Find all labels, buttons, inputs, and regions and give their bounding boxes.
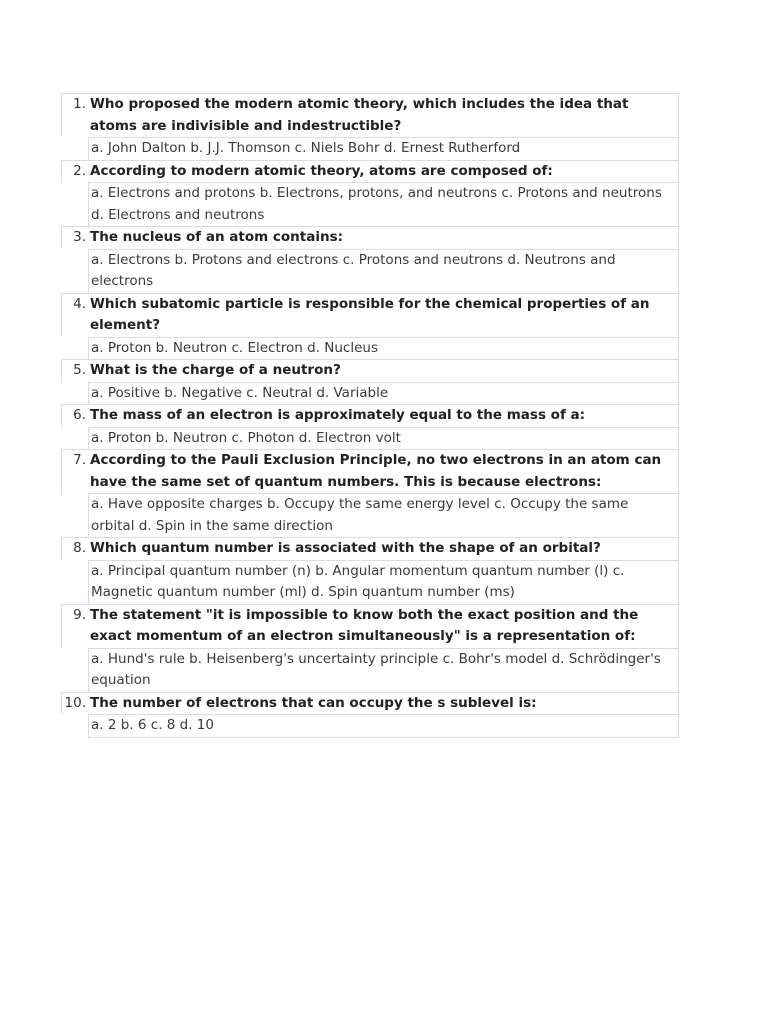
answer-spacer — [61, 714, 88, 738]
question-number: 1. — [61, 93, 88, 137]
answer-options-row — [61, 182, 679, 226]
answer-spacer — [61, 493, 88, 537]
answer-options: a. Proton b. Neutron c. Electron d. Nucleus — [88, 337, 679, 360]
question-number: 3. — [61, 226, 88, 249]
answer-options: a. Principal quantum number (n) b. Angular momentum quantum number (l) c. Magnetic quantum number (ml) d. Spin quantum number (ms) — [88, 560, 679, 604]
question-row — [61, 160, 679, 183]
answer-spacer — [61, 648, 88, 692]
answer-options: a. Have opposite charges b. Occupy the same energy level c. Occupy the same orbital d. Spin in the same direction — [88, 493, 679, 537]
question-text: The statement "it is impossible to know both the exact position and the exact momentum of an electron simultaneously" is a representation of: — [88, 604, 679, 648]
question-text: What is the charge of a neutron? — [88, 359, 679, 382]
answer-spacer — [61, 382, 88, 405]
question-text: Which subatomic particle is responsible for the chemical properties of an element? — [88, 293, 679, 337]
question-text: Who proposed the modern atomic theory, which includes the idea that atoms are indivisible and indestructible? — [88, 93, 679, 137]
question-number: 2. — [61, 160, 88, 183]
question-text: According to modern atomic theory, atoms are composed of: — [88, 160, 679, 183]
answer-options-row — [61, 337, 679, 360]
question-row — [61, 226, 679, 249]
question-number: 8. — [61, 537, 88, 560]
question-row — [61, 359, 679, 382]
answer-options-row — [61, 493, 679, 537]
question-row — [61, 293, 679, 337]
question-row — [61, 692, 679, 715]
answer-spacer — [61, 137, 88, 160]
question-row — [61, 604, 679, 648]
question-row — [61, 93, 679, 137]
question-number: 10. — [61, 692, 88, 715]
question-text: According to the Pauli Exclusion Principle, no two electrons in an atom can have the same set of quantum numbers. This is because electrons: — [88, 449, 679, 493]
question-text: The nucleus of an atom contains: — [88, 226, 679, 249]
answer-options: a. Electrons and protons b. Electrons, protons, and neutrons c. Protons and neutrons d. Electrons and neutrons — [88, 182, 679, 226]
question-number: 7. — [61, 449, 88, 493]
question-row — [61, 404, 679, 427]
answer-options-row — [61, 249, 679, 293]
answer-options-row — [61, 137, 679, 160]
question-number: 4. — [61, 293, 88, 337]
answer-spacer — [61, 427, 88, 450]
answer-options-row — [61, 560, 679, 604]
answer-options-row — [61, 382, 679, 405]
question-number: 9. — [61, 604, 88, 648]
question-number: 5. — [61, 359, 88, 382]
answer-options: a. 2 b. 6 c. 8 d. 10 — [88, 714, 679, 738]
answer-spacer — [61, 182, 88, 226]
answer-options-row — [61, 714, 679, 738]
quiz-list — [61, 93, 679, 738]
question-text: The number of electrons that can occupy the s sublevel is: — [88, 692, 679, 715]
question-text: Which quantum number is associated with the shape of an orbital? — [88, 537, 679, 560]
answer-options: a. Electrons b. Protons and electrons c. Protons and neutrons d. Neutrons and electrons — [88, 249, 679, 293]
question-text: The mass of an electron is approximately equal to the mass of a: — [88, 404, 679, 427]
answer-spacer — [61, 560, 88, 604]
answer-options-row — [61, 648, 679, 692]
question-row — [61, 537, 679, 560]
answer-options: a. Hund's rule b. Heisenberg's uncertainty principle c. Bohr's model d. Schrödinger's equation — [88, 648, 679, 692]
answer-options: a. Positive b. Negative c. Neutral d. Variable — [88, 382, 679, 405]
question-row — [61, 449, 679, 493]
answer-options: a. Proton b. Neutron c. Photon d. Electron volt — [88, 427, 679, 450]
answer-spacer — [61, 249, 88, 293]
answer-options-row — [61, 427, 679, 450]
answer-spacer — [61, 337, 88, 360]
answer-options: a. John Dalton b. J.J. Thomson c. Niels Bohr d. Ernest Rutherford — [88, 137, 679, 160]
question-number: 6. — [61, 404, 88, 427]
